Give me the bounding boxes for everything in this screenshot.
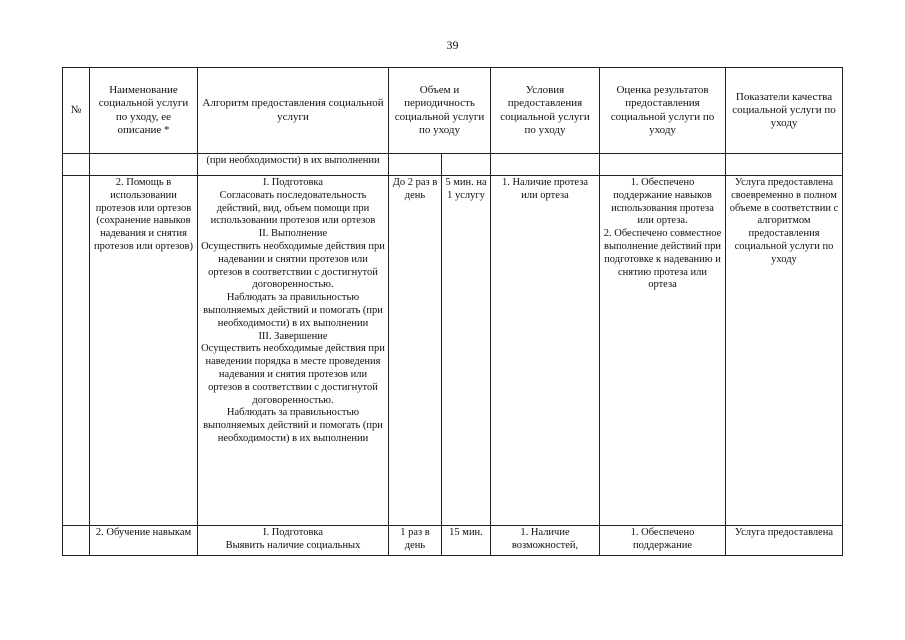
table-row-training [63,526,843,556]
service-table [62,67,843,556]
algorithm-line: Наблюдать за правильностью выполняемых действий и помогать (при необходимости) в их выполнении [203,292,383,329]
evaluation-line: 1. Обеспечено поддержание навыков использования протеза или ортеза. [611,177,714,227]
cell-indicators: Услуга предоставлена своевременно в полном объеме в соответствии с алгоритмом предоставления социальной услуги по уходу [726,176,843,526]
table-header-row [63,68,843,154]
cell-frequency [389,154,442,176]
algorithm-line: Осуществить необходимые действия при наведении порядка в месте проведения надевания и снятия протезов или ортезов в соответствии с достигнутой договоренностью. [201,343,385,406]
cell-indicators: Услуга предоставлена [726,526,843,556]
page-number: 39 [446,38,459,52]
evaluation-line: 2. Обеспечено совместное выполнение действий при подготовке к надеванию и снятию протеза или ортеза [603,228,722,291]
header-number: № [63,68,90,154]
cell-algorithm [198,526,389,556]
algorithm-line: III. Завершение [258,330,328,342]
cell-evaluation [600,176,726,526]
cell-number [63,526,90,556]
cell-indicators [726,154,843,176]
header-evaluation: Оценка результатов предоставления социальной услуги по уходу [600,68,726,154]
algorithm-line: Осуществить необходимые действия при надевании и снятии протезов или ортезов в соответствии с достигнутой договоренностью. [201,240,385,291]
algorithm-line: Выявить наличие социальных [225,539,361,551]
algorithm-line: I. Подготовка [262,527,324,538]
header-service-name: Наименование социальной услуги по уходу, ее описание * [90,68,198,154]
algorithm-line: Согласовать последовательность действий, вид, объем помощи при использовании протезов или ортезов [210,189,376,227]
cell-name: 2. Обучение навыкам [90,526,198,556]
cell-name: 2. Помощь в использовании протезов или ортезов (сохранение навыков надевания и снятия протезов или ортезов) [90,176,198,526]
cell-evaluation [600,154,726,176]
algorithm-line: II. Выполнение [258,228,328,240]
table-row-continuation [63,154,843,176]
cell-conditions: 1. Наличие протеза или ортеза [491,176,600,526]
cell-evaluation: 1. Обеспечено поддержание [600,526,726,556]
cell-frequency: 1 раз в день [389,526,442,556]
table-row-prostheses [63,176,843,526]
header-indicators: Показатели качества социальной услуги по уходу [726,68,843,154]
cell-duration: 15 мин. [442,526,491,556]
cell-frequency: До 2 раз в день [389,176,442,526]
cell-conditions: 1. Наличие возможностей, [491,526,600,556]
cell-algorithm [198,176,389,526]
header-algorithm: Алгоритм предоставления социальной услуги [198,68,389,154]
cell-duration: 5 мин. на 1 услугу [442,176,491,526]
cell-algorithm: (при необходимости) в их выполнении [198,154,389,176]
cell-duration [442,154,491,176]
header-conditions: Условия предоставления социальной услуги по уходу [491,68,600,154]
cell-number [63,176,90,526]
header-volume: Объем и периодичность социальной услуги по уходу [389,68,491,154]
algorithm-line: I. Подготовка [262,177,324,188]
algorithm-line: Наблюдать за правильностью выполняемых действий и помогать (при необходимости) в их выполнении [203,407,383,444]
cell-name [90,154,198,176]
cell-number [63,154,90,176]
cell-conditions [491,154,600,176]
